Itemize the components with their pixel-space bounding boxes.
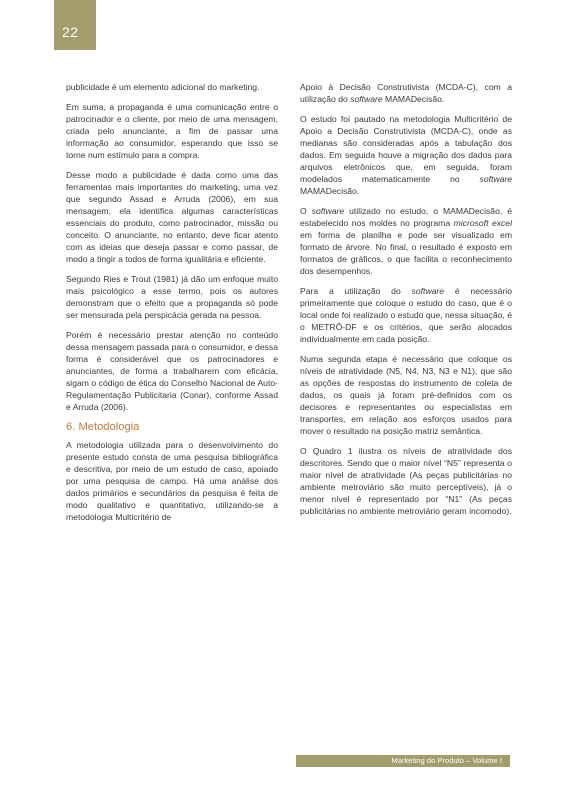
text-run: MAMADecisão.	[300, 185, 360, 196]
text-run: MAMADecisão.	[382, 93, 445, 104]
italic-term: software	[350, 93, 383, 104]
text-run: Apoio à Decisão Construtivista (MCDA-C), com a utilização do	[300, 82, 512, 104]
text-run: O	[300, 206, 312, 217]
paragraph: Desse modo a publicidade é dada como uma das ferramentas mais importantes do marketing, uma vez que segundo Assad e Arruda (2006), em sua mensagem, ela identifica algumas características essenciais do produto, como patrocinador, missão ou conceito. O anunciante, no entanto, deve ficar atento com as ideias que deseja passar e como passar, de modo a tingir a todos de forma igualitária e eficiente.	[66, 170, 278, 264]
footer-title: Marketing do Produto – Volume I	[391, 756, 502, 765]
page-number: 22	[62, 24, 79, 40]
paragraph: O Quadro 1 ilustra os níveis de atratividade dos descritores. Sendo que o maior nível “N5” representa o maior nível de atratividade (As peças publicitárias no ambiente metroviário são muito perceptíveis), já o menor nível é representado por “N1” (As peças publicitárias no ambiente metroviário geram incomodo).	[300, 445, 512, 516]
paragraph: publicidade é um elemento adicional do marketing.	[66, 82, 260, 92]
italic-term: software	[311, 206, 345, 217]
paragraph: Em suma, a propaganda é uma comunicação entre o patrocinador e o cliente, por meio de uma mensagem, criada pelo anunciante, a fim de passar uma informação ao consumidor, esperando que isso se torne num estímulo para a compra.	[66, 102, 278, 161]
paragraph	[300, 206, 512, 277]
left-column	[66, 82, 278, 532]
italic-term: microsoft excel	[453, 218, 512, 229]
italic-term: software	[411, 286, 445, 297]
footer-bar	[296, 755, 510, 767]
paragraph: Segundo Ries e Trout (1981) já dão um enfoque muito mais psicológico a esse termo, pois os autores demonstram que o efeito que a propaganda só pode ser mensurada pela perspicácia gerada na pessoa.	[66, 274, 278, 320]
page-number-box	[54, 0, 96, 50]
section-heading: 6. Metodologia	[66, 421, 140, 434]
paragraph	[300, 286, 512, 346]
paragraph	[300, 114, 512, 197]
italic-term: software	[479, 173, 512, 184]
text-run: Para a utilização do	[300, 286, 412, 297]
paragraph: A metodologia utilizada para o desenvolvimento do presente estudo consta de uma pesquisa bibliográfica e descritiva, por meio de um estudo de caso, apoiado por uma pesquisa de campo. Há uma análise dos dados primários e secundários da pesquisa é feita de modo qualitativo e quantitativo, utilizando-se a metodologia Multicritério de	[66, 440, 278, 522]
text-run: em forma de planilha e pode ser visualizado em formato de árvore. No final, o resultado é exposto em formatos de gráficos, o que facilita o reconhecimento dos desempenhos.	[300, 229, 512, 276]
text-run: utilizado no estudo, o MAMADecisão, é estabelecido nos moldes no programa	[300, 206, 512, 229]
paragraph: Numa segunda etapa é necessário que coloque os níveis de atratividade (N5, N4, N3, N3 e N1), que são as opções de respostas do instrumento de coleta de dados, os quais já foram pré-definidos com os decisores e representantes ou especialistas em transportes, em relação aos esforços usados para mover o resultado na posição matriz semântica.	[300, 354, 512, 436]
right-column	[300, 82, 512, 526]
text-run: é necessário primeiramente que coloque o estudo do caso, que é o local onde foi realizado o estudo que, nessa situação, é o METRÔ-DF e os critérios, que serão alocados individualmente em cada posição.	[300, 286, 512, 344]
paragraph: Porém é necessário prestar atenção no conteúdo dessa mensagem passada para o consumidor, e dessa forma é considerável que os patrocinadores e anunciantes, de forma a trabalharem com eficácia, sigam o código de ética do Conselho Nacional de Auto-Regulamentação Publicitaria (Conar), conforme Assad e Arruda (2006).	[66, 330, 278, 412]
text-run: O estudo foi pautado na metodologia Multicritério de Apoio a Decisão Construtivista (MCDA-C), onde as medianas são consideradas após a tabulação dos dados. Em seguida houve a migração dos dados para arquivos eletrônicos que, em seguida, foram modelados matematicamente no	[300, 114, 512, 184]
paragraph	[300, 82, 512, 106]
